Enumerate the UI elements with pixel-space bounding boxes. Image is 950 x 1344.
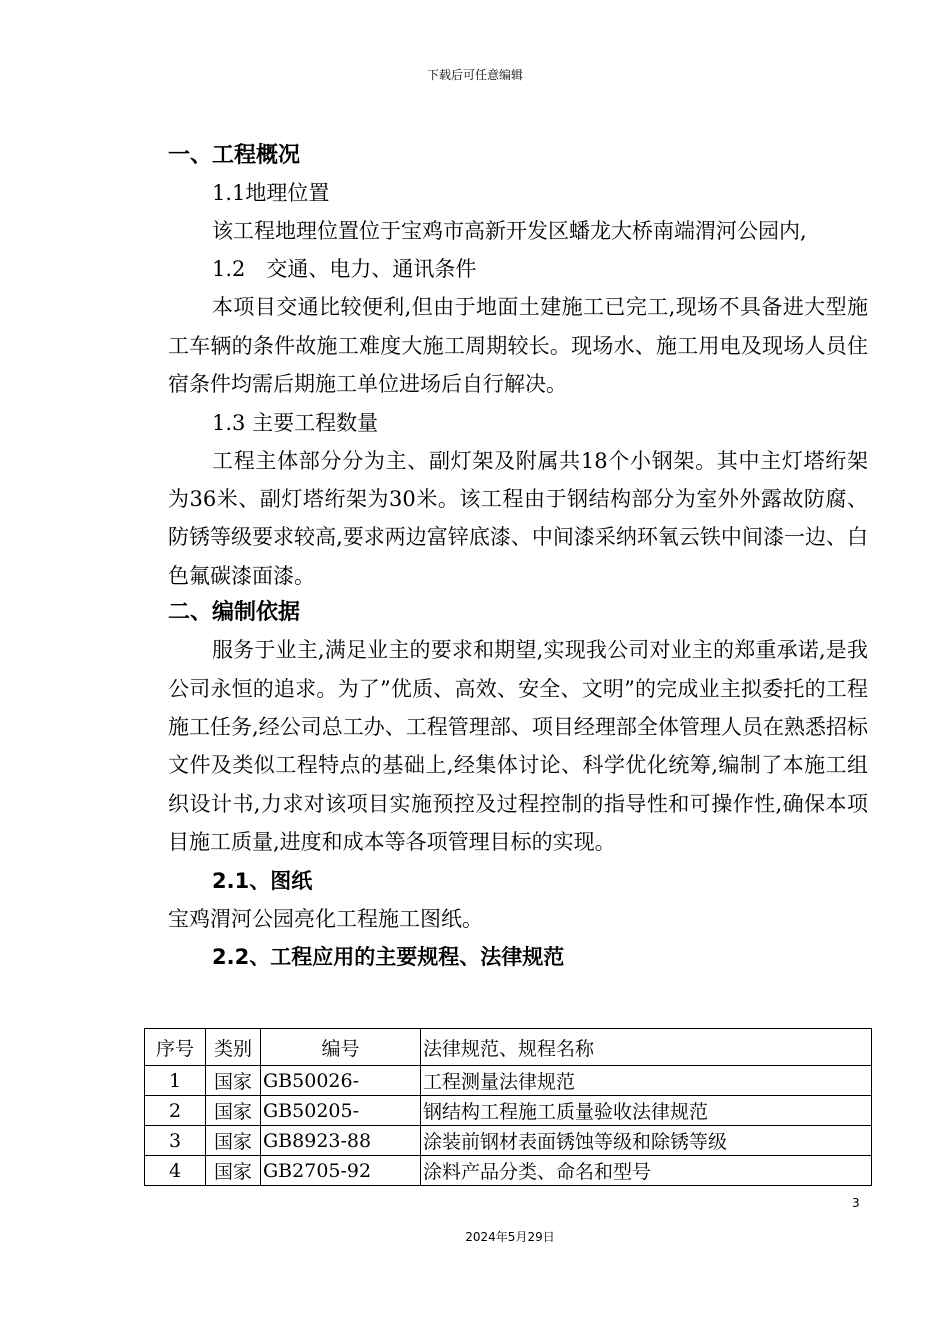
section-2-1-text: 宝鸡渭河公园亮化工程施工图纸。 (168, 906, 483, 931)
column-header-category: 类别 (206, 1029, 261, 1066)
cell-category: 国家 (206, 1096, 261, 1126)
section-2-title: 二、编制依据 (168, 600, 301, 626)
table-row (145, 1066, 872, 1096)
table-row (145, 1156, 872, 1186)
cell-code: GB50205- (261, 1096, 421, 1126)
cell-code: GB8923-88 (261, 1126, 421, 1156)
cell-code: GB50026- (261, 1066, 421, 1096)
section-2-text: 服务于业主,满足业主的要求和期望,实现我公司对业主的郑重承诺,是我公司永恒的追求。为了”优质、高效、安全、文明”的完成业主拟委托的工程施工任务,经公司总工办、工程管理部、项目经理部全体管理人员在熟悉招标文件及类似工程特点的基础上,经集体讨论、科学优化统筹,编制了本施工组织设计书,力求对该项目实施预控及过程控制的指导性和可操作性,确保本项目施工质量,进度和成本等各项管理目标的实现。 (168, 638, 868, 855)
cell-name: 钢结构工程施工质量验收法律规范 (421, 1096, 872, 1126)
document-body (168, 138, 868, 976)
cell-number: 4 (145, 1156, 206, 1186)
section-1-1-text: 该工程地理位置位于宝鸡市高新开发区蟠龙大桥南端渭河公园内, (212, 219, 807, 243)
section-1-3-title: 1.3 主要工程数量 (212, 410, 379, 435)
section-2-2-title: 2.2、工程应用的主要规程、法律规范 (212, 945, 565, 970)
column-header-name: 法律规范、规程名称 (421, 1029, 872, 1066)
cell-name: 涂装前钢材表面锈蚀等级和除锈等级 (421, 1126, 872, 1156)
regulations-table (144, 1028, 872, 1186)
cell-category: 国家 (206, 1126, 261, 1156)
table-header-row (145, 1029, 872, 1066)
column-header-code: 编号 (261, 1029, 421, 1066)
section-1-3-text: 工程主体部分分为主、副灯架及附属共18个小钢架。其中主灯塔绗架为36米、副灯塔绗架为30米。该工程由于钢结构部分为室外外露故防腐、防锈等级要求较高,要求两边富锌底漆、中间漆采纳环氧云铁中间漆一边、白色氟碳漆面漆。 (168, 448, 868, 588)
cell-name: 工程测量法律规范 (421, 1066, 872, 1096)
footer-date: 2024年5月29日 (465, 1230, 555, 1244)
section-1-1-title: 1.1地理位置 (212, 181, 330, 205)
section-1-title: 一、工程概况 (168, 143, 301, 168)
cell-number: 2 (145, 1096, 206, 1126)
cell-name: 涂料产品分类、命名和型号 (421, 1156, 872, 1186)
section-1-2-text: 本项目交通比较便利,但由于地面土建施工已完工,现场不具备进大型施工车辆的条件故施工难度大施工周期较长。现场水、施工用电及现场人员住宿条件均需后期施工单位进场后自行解决。 (168, 295, 868, 397)
cell-category: 国家 (206, 1066, 261, 1096)
page-header: 下载后可任意编辑 (426, 68, 523, 82)
cell-code: GB2705-92 (261, 1156, 421, 1186)
cell-category: 国家 (206, 1156, 261, 1186)
page-number: 3 (852, 1196, 860, 1210)
section-1-2-title: 1.2 交通、电力、通讯条件 (212, 257, 477, 282)
table-row (145, 1096, 872, 1126)
section-2-1-title: 2.1、图纸 (212, 868, 313, 893)
cell-number: 3 (145, 1126, 206, 1156)
cell-number: 1 (145, 1066, 206, 1096)
table-row (145, 1126, 872, 1156)
column-header-number: 序号 (145, 1029, 206, 1066)
